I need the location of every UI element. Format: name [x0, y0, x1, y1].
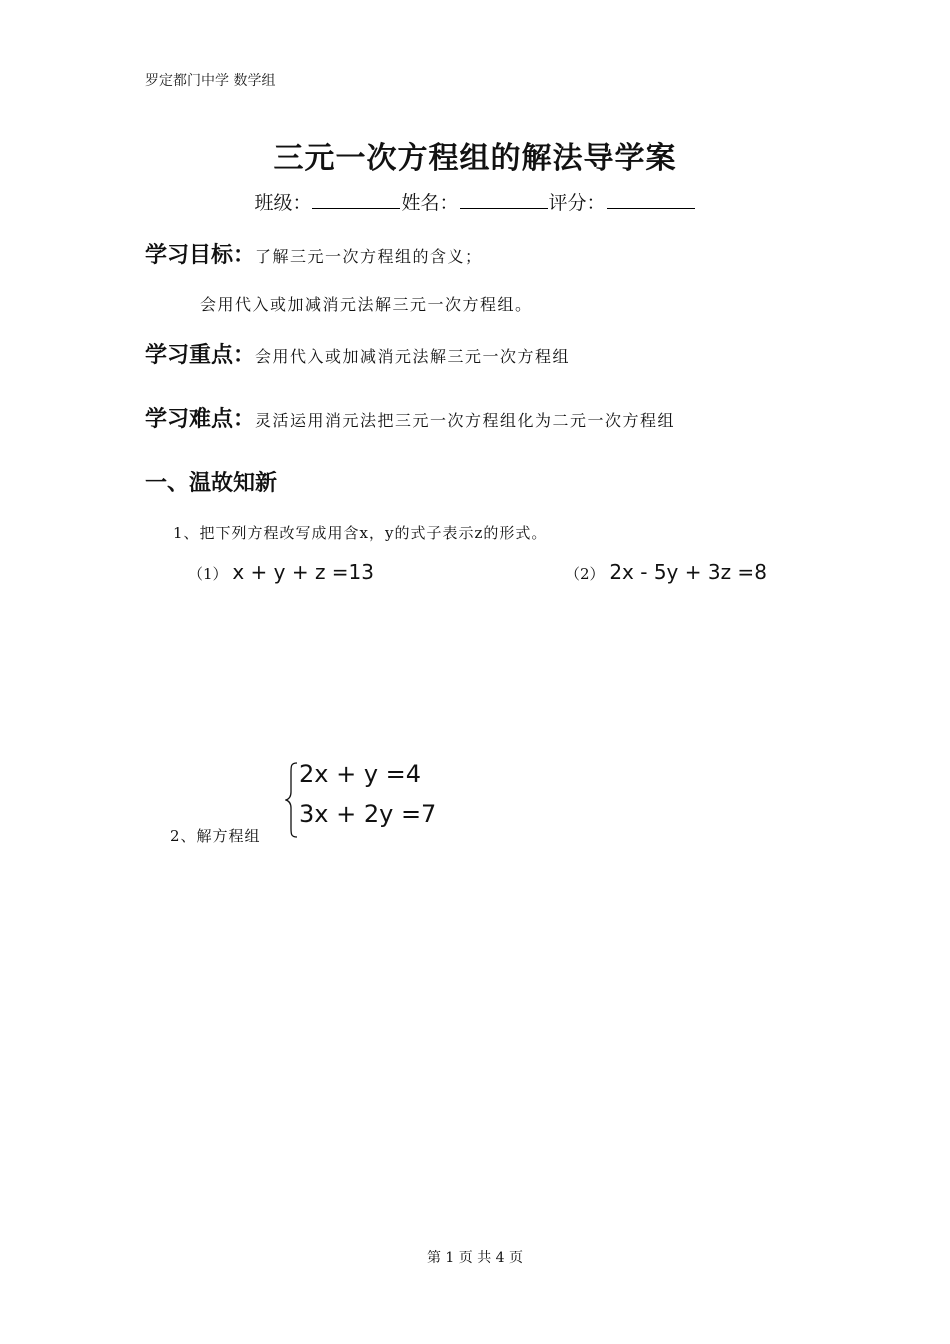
- objectives-line: [145, 238, 483, 269]
- difficulty-label: 学习难点：: [145, 407, 256, 432]
- key-point-text: 会用代入或加减消元法解三元一次方程组: [255, 347, 571, 366]
- objectives-text-2: 会用代入或加减消元法解三元一次方程组。: [200, 295, 533, 314]
- class-label: 班级：: [254, 192, 312, 214]
- key-point-line: [145, 338, 570, 369]
- left-brace-icon: [285, 760, 299, 840]
- name-label: 姓名：: [401, 192, 459, 214]
- question-1-part-2: [565, 560, 767, 584]
- objectives-label: 学习目标：: [145, 243, 256, 268]
- page-footer: 第 1 页 共 4 页: [426, 1250, 524, 1266]
- system-equation-1: 2x + y =4: [299, 760, 422, 788]
- equation-2: 2x - 5y + 3z =8: [609, 560, 767, 584]
- key-point-label: 学习重点：: [145, 343, 256, 368]
- header-school: 罗定都门中学 数学组: [145, 73, 276, 89]
- question-1: 1、把下列方程改写成用含x，y的式子表示z的形式。: [173, 524, 548, 542]
- score-label: 评分：: [548, 192, 606, 214]
- equation-1: x + y + z =13: [232, 560, 375, 584]
- system-equation-2: 3x + 2y =7: [299, 800, 437, 828]
- question-2: 2、解方程组: [170, 827, 261, 845]
- section-1-title: 一、温故知新: [145, 471, 278, 496]
- equation-system: [285, 760, 445, 840]
- objectives-text-1: 了解三元一次方程组的含义；: [255, 247, 483, 266]
- difficulty-line: [145, 402, 675, 433]
- name-blank[interactable]: [460, 190, 548, 209]
- difficulty-text: 灵活运用消元法把三元一次方程组化为二元一次方程组: [255, 411, 676, 430]
- question-1-part-1: [188, 560, 374, 584]
- page-title: 三元一次方程组的解法导学案: [273, 141, 677, 176]
- part-2-label: （2）: [565, 565, 605, 583]
- score-blank[interactable]: [607, 190, 695, 209]
- part-1-label: （1）: [188, 565, 228, 583]
- student-info-line: [0, 188, 950, 215]
- class-blank[interactable]: [312, 190, 400, 209]
